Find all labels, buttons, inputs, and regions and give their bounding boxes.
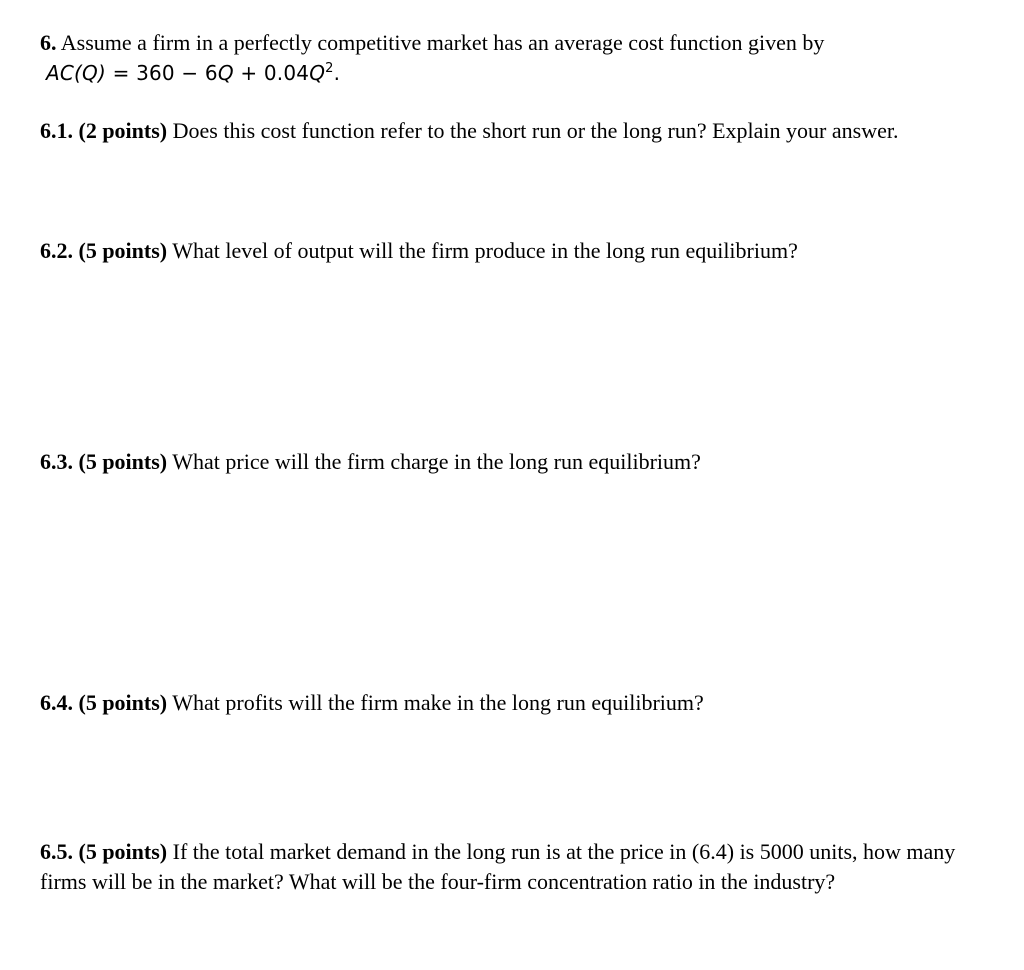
part-points: (5 points) [78,238,168,263]
part-number: 6.4. [40,690,73,715]
part-text: What level of output will the firm produce in the long run equilibrium? [172,238,798,263]
part-6-4 [40,688,1000,718]
average-cost-equation: $AC(Q) = 360 - 6Q + 0.04Q^2$. [46,61,341,85]
part-6-2 [40,236,1000,266]
part-points: (2 points) [78,118,168,143]
question-number: 6. [40,30,57,55]
part-points: (5 points) [78,839,168,864]
part-text: What profits will the firm make in the long run equilibrium? [172,690,704,715]
question-intro: Assume a firm in a perfectly competitive market has an average cost function given by [60,30,825,55]
part-6-5 [40,837,1000,897]
part-number: 6.2. [40,238,73,263]
part-text: Does this cost function refer to the short run or the long run? Explain your answer. [172,118,899,143]
part-6-1 [40,116,1000,146]
part-6-3 [40,447,1000,477]
part-text: What price will the firm charge in the long run equilibrium? [172,449,701,474]
part-points: (5 points) [78,449,168,474]
part-number: 6.5. [40,839,73,864]
question-6 [40,28,1000,88]
part-number: 6.1. [40,118,73,143]
part-number: 6.3. [40,449,73,474]
part-points: (5 points) [78,690,168,715]
part-text: If the total market demand in the long run is at the price in (6.4) is 5000 units, how many firms will be in the market? What will be the four-firm concentration ratio in the industry? [40,839,956,894]
